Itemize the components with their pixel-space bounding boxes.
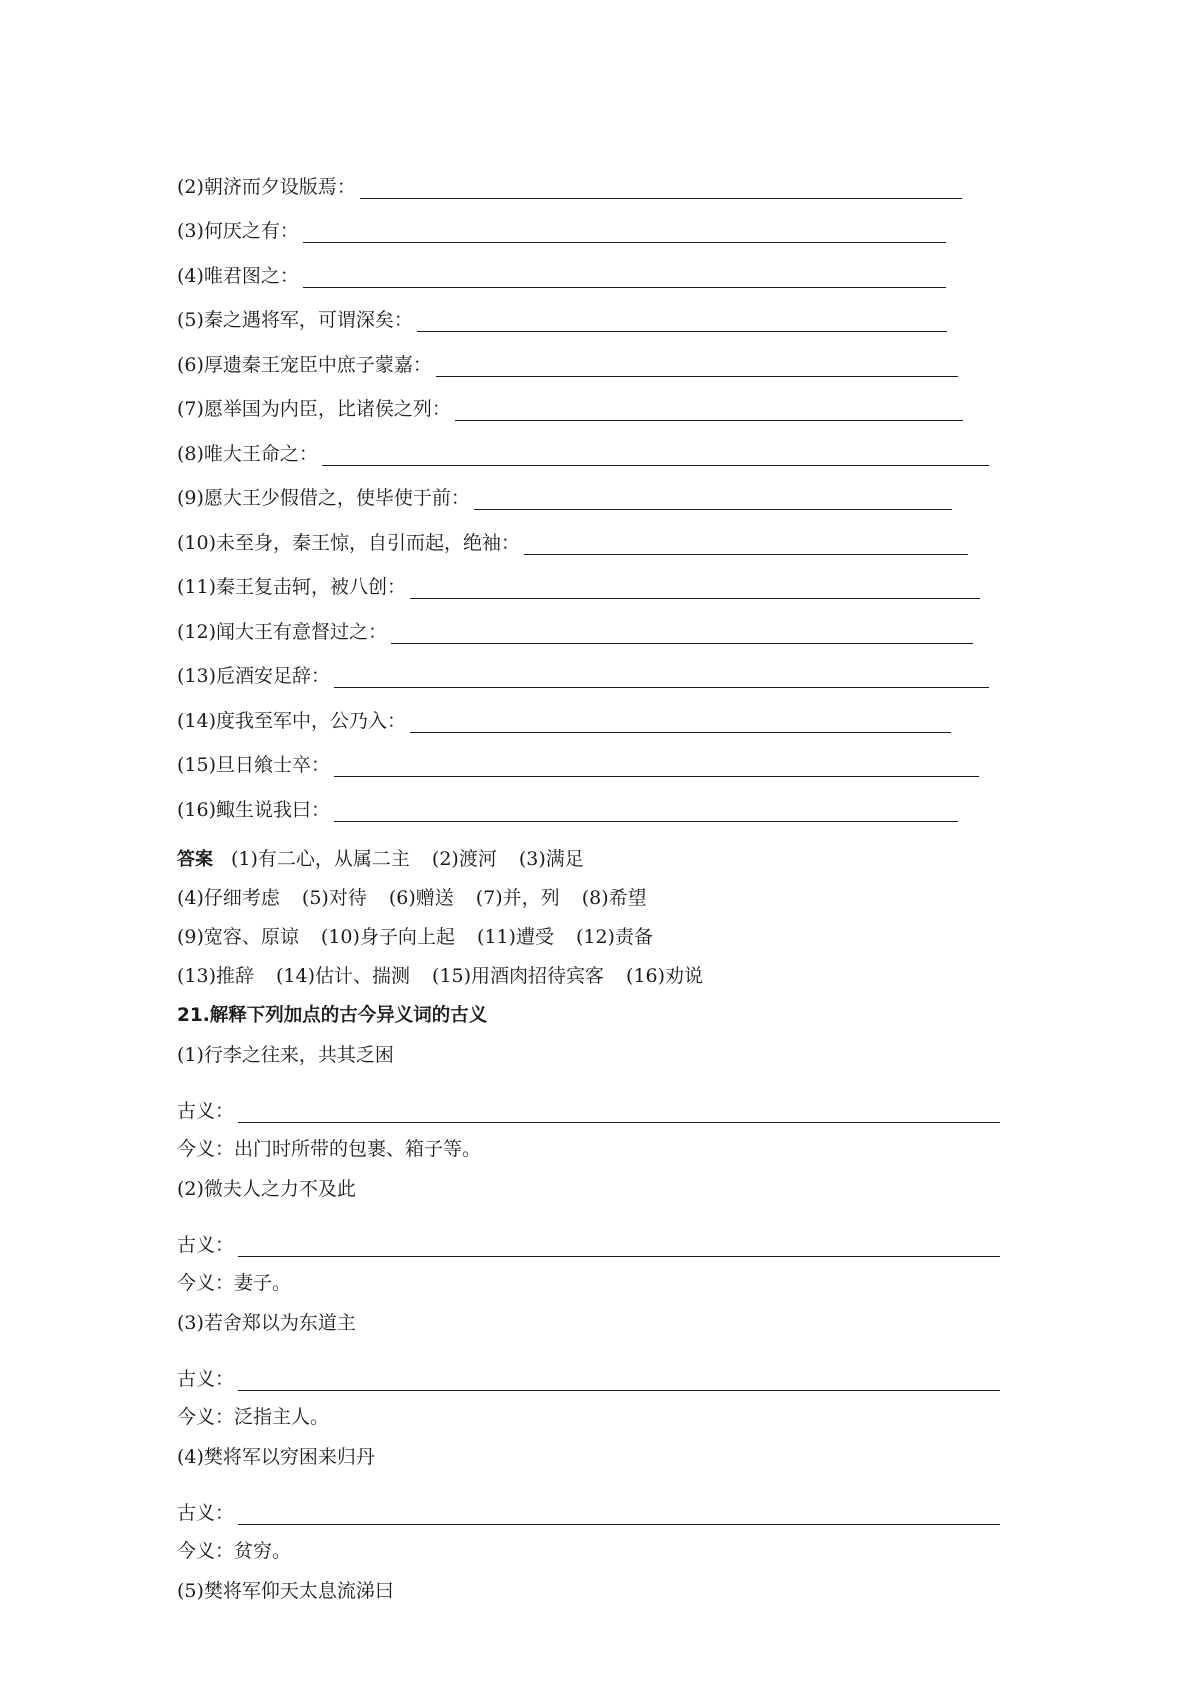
example-sentence: (3)若舍郑以为东道主 <box>177 1311 356 1334</box>
fill-in-row <box>177 421 1007 466</box>
ancient-meaning-row <box>177 1469 1007 1525</box>
answer-item: (3)满足 <box>518 847 584 870</box>
modern-meaning: 今义：泛指主人。 <box>177 1405 330 1428</box>
question-prompt: (14)度我至军中，公乃入： <box>177 709 407 732</box>
answer-item: (12)责备 <box>575 925 653 948</box>
question-prompt: (5)秦之遇将军，可谓深矣： <box>177 309 413 331</box>
ancient-meaning-label: 古义： <box>177 1099 235 1122</box>
answer-item: (2)渡河 <box>431 847 497 870</box>
question-prompt: (2)朝济而夕设版焉： <box>177 175 356 198</box>
question-prompt: (3)何厌之有： <box>177 220 299 242</box>
question-prompt: (13)卮酒安足辞： <box>177 665 331 687</box>
question-prompt: (16)鲰生说我曰： <box>177 798 331 821</box>
answer-blank-line[interactable] <box>436 355 958 377</box>
answer-item: (4)仔细考虑 <box>177 886 280 909</box>
ancient-meaning-row <box>177 1201 1007 1257</box>
answer-item: (1)有二心，从属二主 <box>231 847 410 870</box>
answer-blank-line[interactable] <box>334 666 989 688</box>
exercise-21-items <box>177 1027 1007 1563</box>
question-prompt: (7)愿举国为内臣，比诸侯之列： <box>177 398 451 420</box>
ancient-meaning-row <box>177 1067 1007 1123</box>
answer-item: (10)身子向上起 <box>320 925 455 948</box>
answer-blank-line[interactable] <box>455 399 963 421</box>
fill-in-row <box>177 777 1007 822</box>
fill-in-row <box>177 510 1007 555</box>
fill-in-row <box>177 332 1007 377</box>
fill-in-row <box>177 466 1007 511</box>
exercise-21-last-sentence: (5)樊将军仰天太息流涕曰 <box>177 1579 394 1602</box>
fill-in-row <box>177 688 1007 733</box>
answer-item: (7)并，列 <box>475 886 560 909</box>
answer-blank-line[interactable] <box>524 533 968 555</box>
question-prompt: (4)唯君图之： <box>177 264 299 287</box>
answer-blank-line[interactable] <box>391 622 973 644</box>
answer-line <box>177 832 1007 871</box>
answer-blank-line[interactable] <box>303 221 946 243</box>
question-prompt: (8)唯大王命之： <box>177 442 318 465</box>
answer-blank-line[interactable] <box>417 310 947 332</box>
example-sentence: (2)微夫人之力不及此 <box>177 1177 356 1200</box>
answer-block <box>177 832 1007 988</box>
answer-item: (16)劝说 <box>626 964 704 987</box>
answer-blank-line[interactable] <box>410 577 980 599</box>
answer-label: 答案 <box>177 848 213 870</box>
question-prompt: (12)闻大王有意督过之： <box>177 620 388 643</box>
answer-blank-line[interactable] <box>303 266 946 288</box>
worksheet-content <box>177 154 1007 1603</box>
answer-item: (6)赠送 <box>388 886 454 909</box>
fill-in-row <box>177 199 1007 244</box>
modern-meaning: 今义：出门时所带的包裹、箱子等。 <box>177 1137 482 1160</box>
ancient-meaning-blank-line[interactable] <box>238 1369 1000 1391</box>
exercise-21-title: 21.解释下列加点的古今异义词的古义 <box>177 1004 488 1026</box>
fill-in-row <box>177 377 1007 422</box>
answer-blank-line[interactable] <box>322 444 989 466</box>
ancient-meaning-blank-line[interactable] <box>238 1101 1000 1123</box>
ancient-meaning-row <box>177 1335 1007 1391</box>
answer-blank-line[interactable] <box>334 800 958 822</box>
ancient-meaning-blank-line[interactable] <box>238 1503 1000 1525</box>
answer-item: (15)用酒肉招待宾客 <box>432 964 605 987</box>
fill-in-row <box>177 733 1007 778</box>
fill-in-row <box>177 288 1007 333</box>
question-prompt: (9)愿大王少假借之，使毕使于前： <box>177 487 470 509</box>
fill-in-row <box>177 154 1007 199</box>
ancient-meaning-label: 古义： <box>177 1233 235 1256</box>
answer-line <box>177 910 1007 949</box>
answer-blank-line[interactable] <box>360 177 962 199</box>
modern-meaning: 今义：贫穷。 <box>177 1539 292 1562</box>
fill-in-row <box>177 644 1007 689</box>
question-prompt: (15)旦日飨士卒： <box>177 754 331 776</box>
answer-item: (13)推辞 <box>177 964 255 987</box>
question-prompt: (6)厚遗秦王宠臣中庶子蒙嘉： <box>177 353 432 376</box>
example-sentence: (1)行李之往来，共其乏困 <box>177 1043 394 1066</box>
fill-in-row <box>177 555 1007 600</box>
fill-in-row <box>177 243 1007 288</box>
question-prompt: (11)秦王复击轲，被八创： <box>177 576 407 598</box>
ancient-meaning-label: 古义： <box>177 1367 235 1390</box>
ancient-meaning-label: 古义： <box>177 1501 235 1524</box>
answer-blank-line[interactable] <box>334 755 979 777</box>
fill-in-row <box>177 599 1007 644</box>
answer-line <box>177 871 1007 910</box>
answer-item: (8)希望 <box>581 886 647 909</box>
answer-line <box>177 949 1007 988</box>
answer-item: (5)对待 <box>301 886 367 909</box>
ancient-meaning-blank-line[interactable] <box>238 1235 1000 1257</box>
answer-blank-line[interactable] <box>410 711 951 733</box>
answer-item: (11)遭受 <box>476 925 554 948</box>
example-sentence: (4)樊将军以穷困来归丹 <box>177 1445 375 1468</box>
modern-meaning: 今义：妻子。 <box>177 1271 292 1294</box>
answer-item: (14)估计、揣测 <box>276 964 411 987</box>
question-prompt: (10)未至身，秦王惊，自引而起，绝袖： <box>177 531 521 554</box>
exercise-20-blanks <box>177 154 1007 822</box>
answer-blank-line[interactable] <box>474 488 952 510</box>
answer-item: (9)宽容、原谅 <box>177 925 299 948</box>
